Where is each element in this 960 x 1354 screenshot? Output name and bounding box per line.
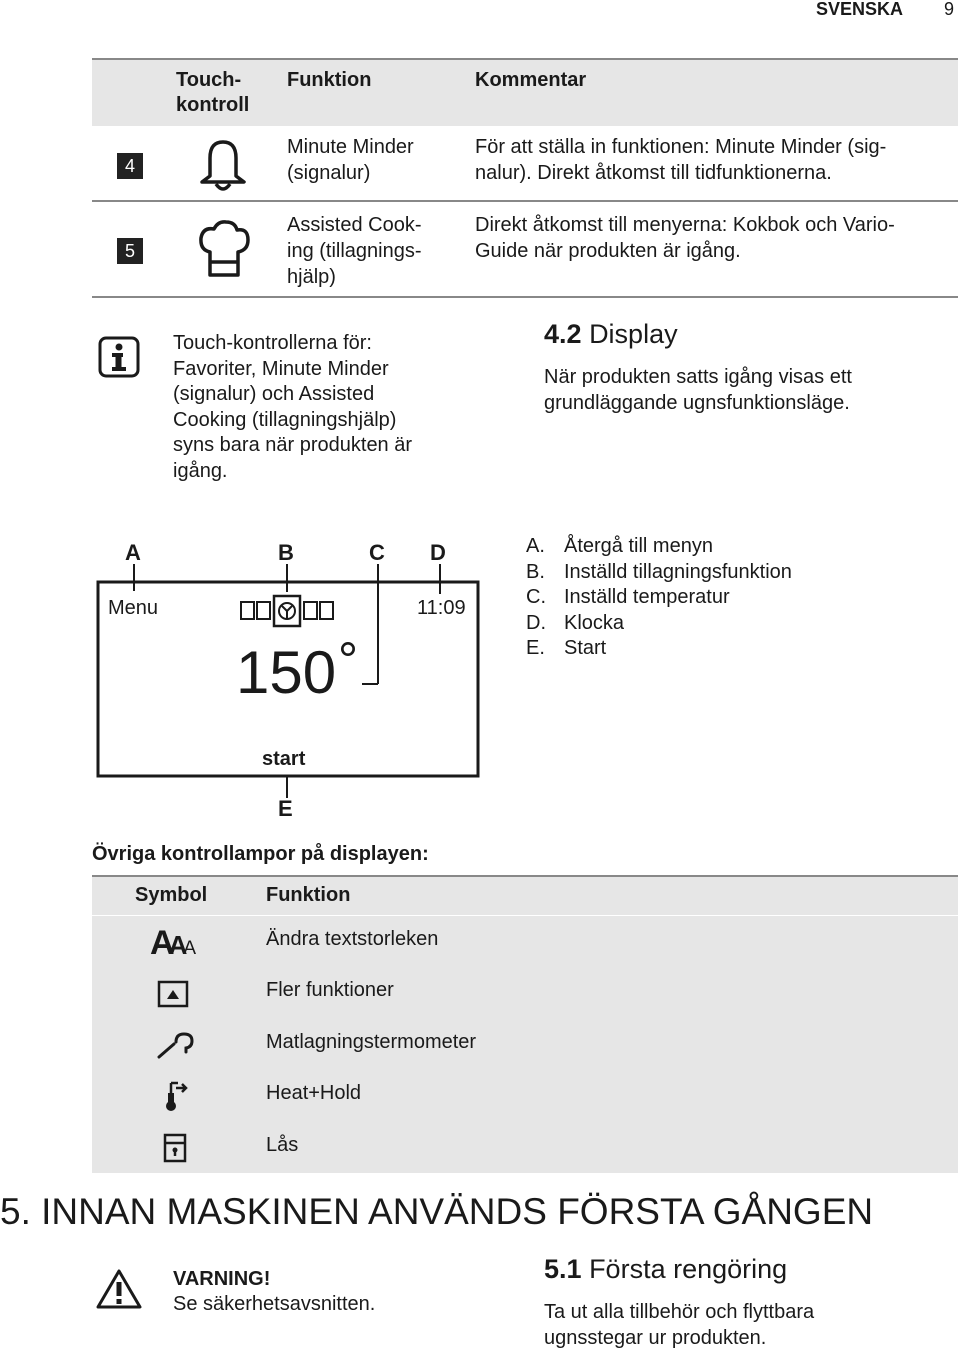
row5-function: Assisted Cook- ing (tillagnings- hjälp) [287, 214, 422, 288]
more-functions-icon [157, 980, 189, 1008]
row-number-badge: 4 [117, 153, 143, 179]
row-number-badge: 5 [117, 238, 143, 264]
section-title: INNAN MASKINEN ANVÄNDS FÖRSTA GÅNGEN [41, 1191, 874, 1232]
warning-text: Se säkerhetsavsnitten. [173, 1293, 376, 1315]
text-size-icon: AAA [150, 924, 197, 962]
indicator-text-size-label: Ändra textstorleken [266, 928, 439, 950]
section-title: Första rengöring [589, 1254, 788, 1284]
header-touch: Touch- kontroll [176, 69, 250, 116]
display-start-button[interactable]: start [262, 748, 306, 770]
page-number: 9 [944, 0, 955, 19]
label-b: B [278, 540, 294, 565]
section-4-2-heading [544, 318, 678, 350]
indicator-more-functions-label: Fler funktioner [266, 979, 394, 1001]
section-4-2-text: När produkten satts igång visas ett grundläggande ugnsfunktionsläge. [544, 366, 852, 414]
indicators-header-rule [92, 915, 958, 916]
header-symbol: Symbol [135, 884, 208, 906]
header-comment: Kommentar [475, 69, 587, 91]
lock-icon [163, 1133, 187, 1163]
label-e: E [278, 796, 293, 821]
section-5-1-text: Ta ut alla tillbehör och flyttbara ugnsstegar ur produkten. [544, 1301, 815, 1349]
row-divider [92, 200, 958, 202]
table1-top-rule [92, 58, 958, 60]
display-degree: ° [338, 632, 358, 688]
warning-icon [96, 1268, 142, 1310]
section-5-heading [0, 1190, 873, 1234]
label-a: A [125, 540, 141, 565]
indicator-heat-hold-label: Heat+Hold [266, 1082, 362, 1104]
row4-comment: För att ställa in funktionen: Minute Minder (sig- nalur). Direkt åtkomst till tidfunktionerna. [475, 136, 887, 184]
info-icon [98, 336, 140, 378]
meat-probe-icon [156, 1030, 196, 1060]
row5-comment: Direkt åtkomst till menyerna: Kokbok och Vario- Guide när produkten är igång. [475, 214, 895, 262]
heat-hold-icon [164, 1079, 190, 1113]
legend-item: C. Inställd temperatur [526, 586, 730, 608]
header-function: Funktion [287, 69, 372, 91]
display-menu-label[interactable]: Menu [108, 597, 159, 619]
display-temperature: 150 [236, 639, 337, 706]
header-indicator-function: Funktion [266, 884, 351, 906]
display-clock: 11:09 [417, 597, 466, 619]
display-legend [526, 534, 792, 662]
warning-title: VARNING! [173, 1268, 271, 1290]
section-number: 5.1 [544, 1254, 582, 1284]
indicators-table-bg [92, 877, 958, 1173]
indicator-meat-probe-label: Matlagningstermometer [266, 1031, 477, 1053]
label-d: D [430, 540, 446, 565]
header-language: SVENSKA [816, 0, 904, 19]
indicator-lock-label: Lås [266, 1134, 299, 1156]
legend-item: D. Klocka [526, 611, 625, 634]
row4-function: Minute Minder (signalur) [287, 136, 414, 184]
chef-hat-icon [196, 218, 252, 280]
section-title: Display [589, 319, 678, 349]
table1-bottom-rule [92, 296, 958, 298]
label-c: C [369, 540, 385, 565]
indicators-title: Övriga kontrollampor på displayen: [92, 843, 429, 865]
indicators-top-rule [92, 875, 958, 877]
section-number: 4.2 [544, 319, 582, 349]
section-number: 5. [0, 1191, 31, 1232]
bell-icon [196, 136, 250, 194]
legend-item: E. Start [526, 637, 607, 659]
section-5-1-heading [544, 1253, 787, 1285]
legend-item: B. Inställd tillagningsfunktion [526, 560, 792, 583]
legend-item: A. Återgå till menyn [526, 535, 713, 557]
info-note-text: Touch-kontrollerna för: Favoriter, Minute Minder (signalur) och Assisted Cooking (tillagningshjälp) syns bara när produkten är igång. [173, 332, 413, 482]
